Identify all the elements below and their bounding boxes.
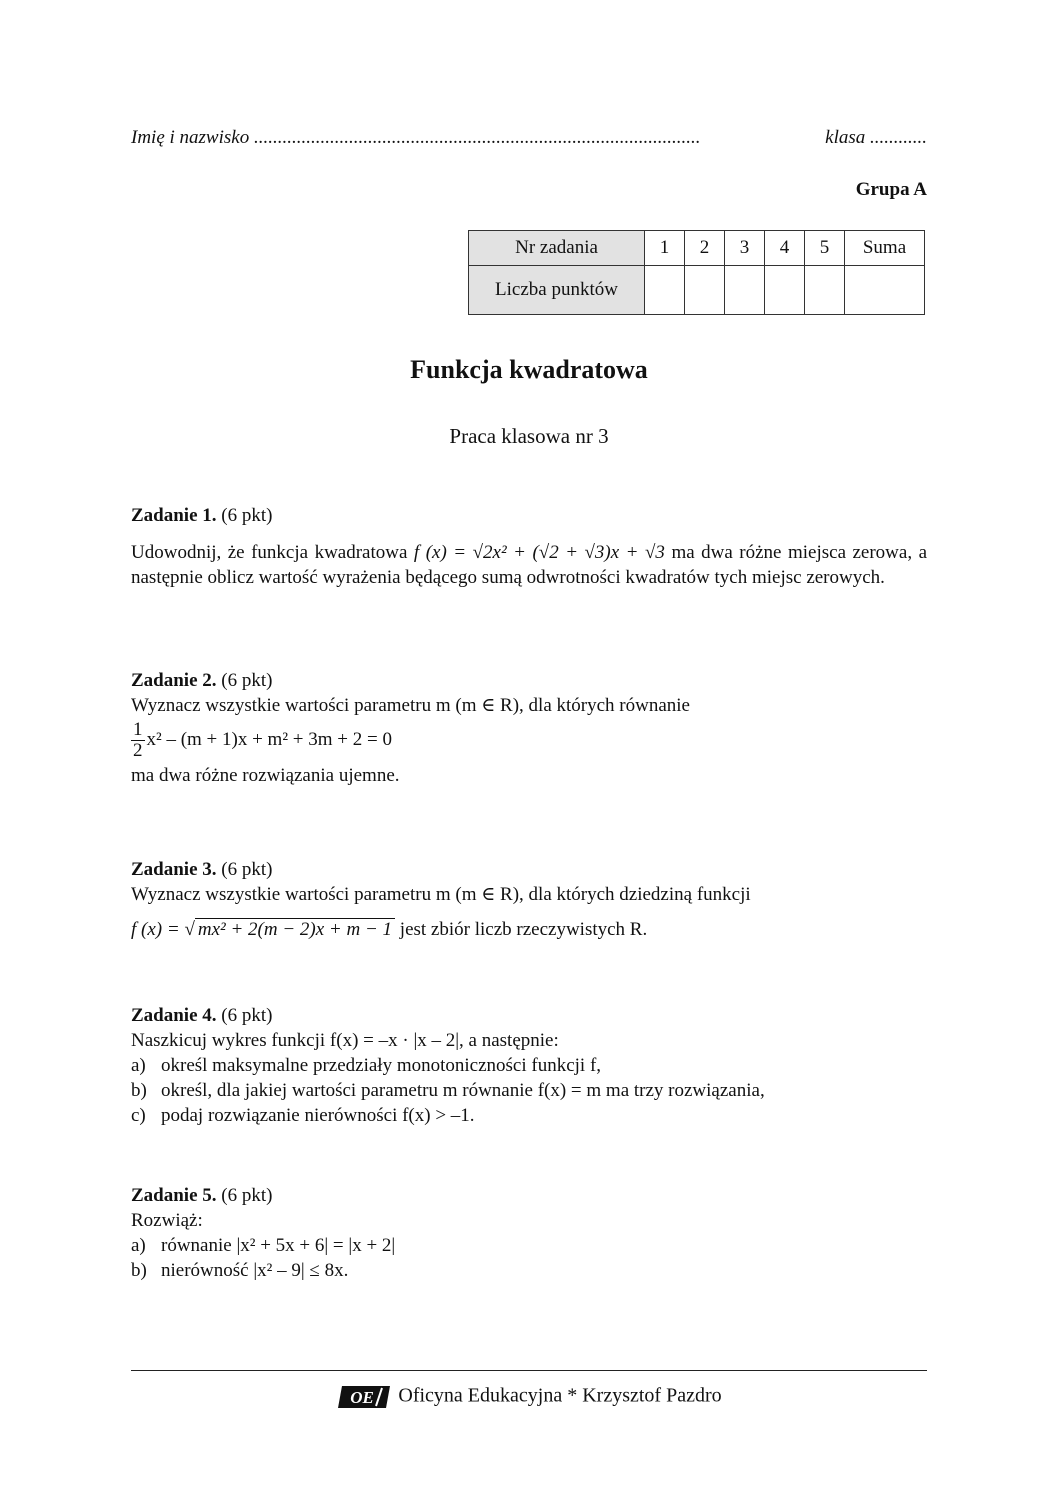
- points-cell-3[interactable]: [725, 266, 765, 315]
- page-subtitle: Praca klasowa nr 3: [449, 424, 609, 448]
- page-title: Funkcja kwadratowa: [410, 355, 648, 384]
- task-3-formula-lhs: f (x) =: [131, 919, 180, 940]
- task-4-line-1: Naszkicuj wykres funkcji f(x) = –x · |x – 2|, a następnie:: [131, 1030, 559, 1051]
- task-col-1: 1: [645, 231, 685, 266]
- svg-text:OE: OE: [350, 1388, 375, 1407]
- list-item: [131, 1078, 927, 1103]
- name-field-label: Imię i nazwisko ..............................................................................................: [131, 127, 701, 148]
- score-table-row-tasks: [469, 231, 925, 266]
- task-col-3: 3: [725, 231, 765, 266]
- list-item-label: c): [131, 1105, 146, 1126]
- task-4-points: (6 pkt): [221, 1005, 273, 1026]
- task-1-text-before: Udowodnij, że funkcja kwadratowa: [131, 542, 408, 563]
- task-2-points: (6 pkt): [221, 670, 273, 691]
- list-item: [131, 1053, 927, 1078]
- task-5-line-1: Rozwiąż:: [131, 1210, 203, 1231]
- task-1-body: [131, 540, 927, 590]
- task-2-heading: [131, 668, 927, 693]
- list-item: [131, 1233, 927, 1258]
- row-label-points: Liczba punktów: [469, 266, 645, 315]
- task-2-frac-num: 1: [133, 719, 143, 740]
- task-5-title: Zadanie 5.: [131, 1185, 217, 1206]
- sqrt-icon: √: [184, 919, 195, 940]
- points-cell-1[interactable]: [645, 266, 685, 315]
- list-item-text: podaj rozwiązanie nierówności f(x) > –1.: [161, 1105, 475, 1126]
- publisher-name: Oficyna Edukacyjna * Krzysztof Pazdro: [398, 1384, 722, 1407]
- row-label-task-number: Nr zadania: [469, 231, 645, 266]
- task-col-2: 2: [685, 231, 725, 266]
- score-table: [468, 230, 925, 315]
- task-2: [131, 668, 927, 788]
- task-1-formula: f (x) = √2x² + (√2 + √3)x + √3: [413, 542, 665, 563]
- task-1-title: Zadanie 1.: [131, 505, 217, 526]
- footer: [0, 1384, 1058, 1410]
- list-item-label: a): [131, 1235, 146, 1256]
- task-4-list: [131, 1053, 927, 1128]
- task-2-line-1: Wyznacz wszystkie wartości parametru m (m ∈ R), dla których równanie: [131, 695, 690, 716]
- task-col-5: 5: [805, 231, 845, 266]
- footer-divider: [131, 1370, 927, 1371]
- list-item-text: nierówność |x² – 9| ≤ 8x.: [161, 1260, 349, 1281]
- publisher-logo-icon: [336, 1384, 392, 1410]
- list-item-label: b): [131, 1080, 147, 1101]
- task-5-list: [131, 1233, 927, 1283]
- task-4-title: Zadanie 4.: [131, 1005, 217, 1026]
- task-3-points: (6 pkt): [221, 859, 273, 880]
- name-class-line: [131, 127, 927, 153]
- task-2-line-3: ma dwa różne rozwiązania ujemne.: [131, 765, 400, 786]
- task-2-title: Zadanie 2.: [131, 670, 217, 691]
- task-4: [131, 1003, 927, 1128]
- group-label: Grupa A: [855, 179, 927, 200]
- task-3-heading: [131, 857, 927, 882]
- task-3-line-1: Wyznacz wszystkie wartości parametru m (m ∈ R), dla których dziedziną funkcji: [131, 884, 751, 905]
- task-3: [131, 857, 927, 942]
- list-item-label: b): [131, 1260, 147, 1281]
- score-table-row-points: [469, 266, 925, 315]
- task-col-4: 4: [765, 231, 805, 266]
- task-1-heading: [131, 503, 927, 528]
- class-field-label: klasa ............: [825, 127, 927, 148]
- list-item-text: określ maksymalne przedziały monotoniczności funkcji f,: [161, 1055, 602, 1076]
- task-2-fraction: [131, 720, 145, 761]
- list-item-text: równanie |x² + 5x + 6| = |x + 2|: [161, 1235, 396, 1256]
- list-item: [131, 1258, 927, 1283]
- task-3-title: Zadanie 3.: [131, 859, 217, 880]
- task-4-heading: [131, 1003, 927, 1028]
- task-3-radicand: mx² + 2(m − 2)x + m − 1: [195, 918, 395, 940]
- list-item: [131, 1103, 927, 1128]
- task-2-frac-den: 2: [133, 740, 143, 761]
- task-1-points: (6 pkt): [221, 505, 273, 526]
- task-1-text-after: ma dwa różne miejsca zerowa, a następnie oblicz wartość wyrażenia będącego sumą odwrotności kwadratów tych miejsc zerowych.: [131, 542, 928, 588]
- task-3-formula-line: [131, 917, 927, 942]
- task-5-heading: [131, 1183, 927, 1208]
- task-5-points: (6 pkt): [221, 1185, 273, 1206]
- points-cell-4[interactable]: [765, 266, 805, 315]
- task-1: [131, 503, 927, 590]
- points-cell-5[interactable]: [805, 266, 845, 315]
- points-cell-2[interactable]: [685, 266, 725, 315]
- list-item-label: a): [131, 1055, 146, 1076]
- list-item-text: określ, dla jakiej wartości parametru m równanie f(x) = m ma trzy rozwiązania,: [161, 1080, 765, 1101]
- points-cell-sum[interactable]: [845, 266, 925, 315]
- task-2-formula: x² – (m + 1)x + m² + 3m + 2 = 0: [146, 728, 392, 750]
- task-5: [131, 1183, 927, 1283]
- sum-col: Suma: [845, 231, 925, 266]
- task-2-equation: [131, 720, 927, 761]
- task-3-text-after: jest zbiór liczb rzeczywistych R.: [399, 919, 648, 940]
